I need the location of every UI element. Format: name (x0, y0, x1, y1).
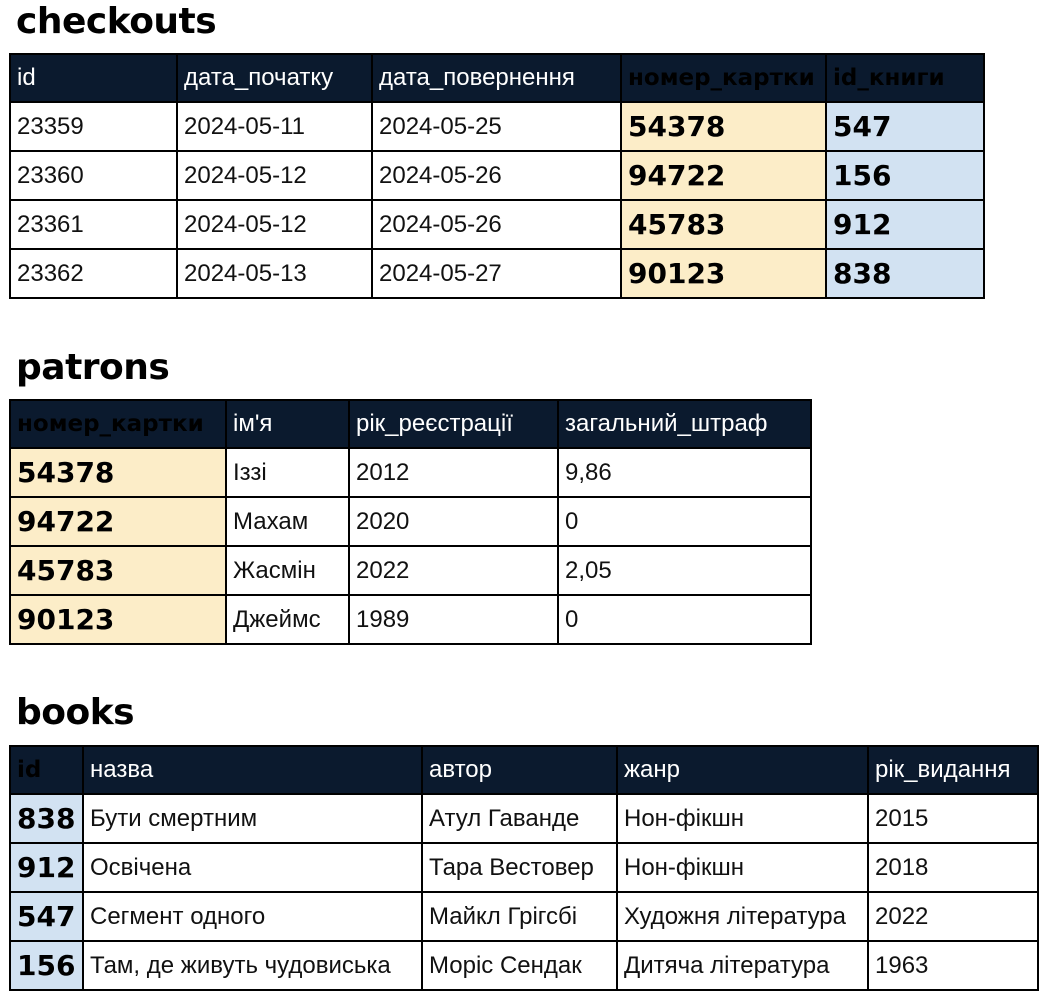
table-row (10, 448, 811, 497)
books-cell-author: Тара Вестовер (422, 843, 617, 892)
books-cell-author: Майкл Грігсбі (422, 892, 617, 941)
books-cell-publication-year: 2015 (868, 794, 1038, 843)
books-title: books (16, 692, 135, 733)
table-row (10, 497, 811, 546)
patrons-cell-total-fine: 9,86 (558, 448, 811, 497)
checkouts-cell-card-number: 54378 (621, 102, 826, 151)
patrons-header-registration-year: рік_реєстрації (349, 400, 558, 448)
checkouts-cell-id: 23360 (10, 151, 177, 200)
checkouts-cell-book-id: 838 (826, 249, 984, 298)
books-header-genre: жанр (617, 746, 868, 794)
checkouts-title: checkouts (16, 1, 217, 42)
books-cell-id: 912 (10, 843, 83, 892)
checkouts-cell-start-date: 2024-05-12 (177, 151, 372, 200)
patrons-cell-card-number: 94722 (10, 497, 226, 546)
checkouts-header-id: id (10, 54, 177, 102)
table-row (10, 102, 984, 151)
books-cell-author: Моріс Сендак (422, 941, 617, 990)
checkouts-header-card-number: номер_картки (621, 54, 826, 102)
books-header-id: id (10, 746, 83, 794)
books-header-publication-year: рік_видання (868, 746, 1038, 794)
books-cell-genre: Нон-фікшн (617, 794, 868, 843)
table-row (10, 794, 1038, 843)
books-cell-title: Сегмент одного (83, 892, 422, 941)
books-cell-publication-year: 2018 (868, 843, 1038, 892)
books-table (9, 745, 1039, 991)
table-row (10, 200, 984, 249)
books-header-row (10, 746, 1038, 794)
table-row (10, 546, 811, 595)
checkouts-cell-card-number: 94722 (621, 151, 826, 200)
books-cell-id: 547 (10, 892, 83, 941)
patrons-cell-registration-year: 1989 (349, 595, 558, 644)
patrons-table (9, 399, 812, 645)
patrons-header-card-number: номер_картки (10, 400, 226, 448)
checkouts-cell-book-id: 547 (826, 102, 984, 151)
checkouts-header-row (10, 54, 984, 102)
patrons-cell-registration-year: 2020 (349, 497, 558, 546)
patrons-title: patrons (16, 347, 170, 388)
checkouts-cell-book-id: 156 (826, 151, 984, 200)
books-header-title: назва (83, 746, 422, 794)
patrons-cell-name: Джеймс (226, 595, 349, 644)
patrons-header-row (10, 400, 811, 448)
checkouts-cell-id: 23362 (10, 249, 177, 298)
books-cell-author: Атул Гаванде (422, 794, 617, 843)
patrons-cell-card-number: 54378 (10, 448, 226, 497)
checkouts-cell-start-date: 2024-05-13 (177, 249, 372, 298)
table-row (10, 151, 984, 200)
checkouts-cell-book-id: 912 (826, 200, 984, 249)
checkouts-cell-card-number: 45783 (621, 200, 826, 249)
patrons-cell-card-number: 90123 (10, 595, 226, 644)
books-cell-id: 838 (10, 794, 83, 843)
books-cell-title: Бути смертним (83, 794, 422, 843)
table-row (10, 941, 1038, 990)
table-row (10, 249, 984, 298)
books-cell-genre: Дитяча література (617, 941, 868, 990)
patrons-cell-total-fine: 2,05 (558, 546, 811, 595)
patrons-cell-name: Іззі (226, 448, 349, 497)
patrons-cell-registration-year: 2012 (349, 448, 558, 497)
checkouts-cell-id: 23359 (10, 102, 177, 151)
table-row (10, 595, 811, 644)
checkouts-cell-return-date: 2024-05-25 (372, 102, 621, 151)
checkouts-cell-start-date: 2024-05-12 (177, 200, 372, 249)
checkouts-cell-card-number: 90123 (621, 249, 826, 298)
books-cell-id: 156 (10, 941, 83, 990)
table-row (10, 843, 1038, 892)
checkouts-cell-start-date: 2024-05-11 (177, 102, 372, 151)
patrons-cell-total-fine: 0 (558, 595, 811, 644)
books-cell-title: Освічена (83, 843, 422, 892)
patrons-cell-registration-year: 2022 (349, 546, 558, 595)
table-row (10, 892, 1038, 941)
checkouts-table (9, 53, 985, 299)
checkouts-cell-return-date: 2024-05-26 (372, 200, 621, 249)
patrons-header-name: ім'я (226, 400, 349, 448)
patrons-cell-card-number: 45783 (10, 546, 226, 595)
checkouts-header-start-date: дата_початку (177, 54, 372, 102)
books-cell-publication-year: 2022 (868, 892, 1038, 941)
checkouts-header-book-id: id_книги (826, 54, 984, 102)
checkouts-cell-return-date: 2024-05-26 (372, 151, 621, 200)
books-header-author: автор (422, 746, 617, 794)
books-cell-genre: Нон-фікшн (617, 843, 868, 892)
books-cell-title: Там, де живуть чудовиська (83, 941, 422, 990)
books-cell-genre: Художня література (617, 892, 868, 941)
patrons-header-total-fine: загальний_штраф (558, 400, 811, 448)
patrons-cell-total-fine: 0 (558, 497, 811, 546)
checkouts-header-return-date: дата_повернення (372, 54, 621, 102)
checkouts-cell-id: 23361 (10, 200, 177, 249)
patrons-cell-name: Жасмін (226, 546, 349, 595)
checkouts-cell-return-date: 2024-05-27 (372, 249, 621, 298)
patrons-cell-name: Махам (226, 497, 349, 546)
books-cell-publication-year: 1963 (868, 941, 1038, 990)
